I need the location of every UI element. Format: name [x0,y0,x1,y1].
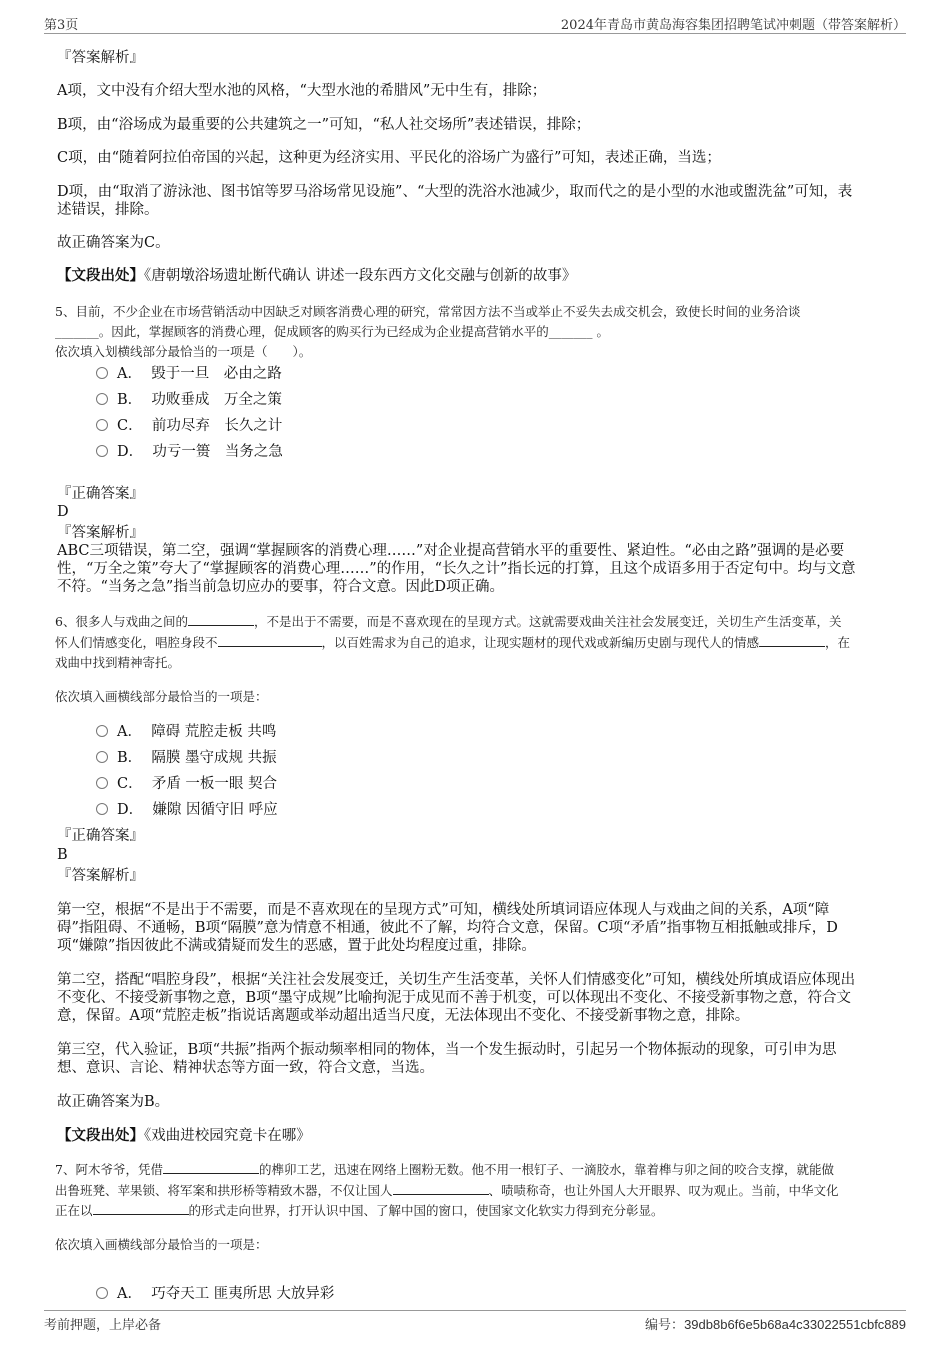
q7-stem-line: 出鲁班凳、苹果锁、将军案和拱形桥等精致木器，不仅让国人 、啧啧称奇，也让外国人大开眼界、叹为观止。当前，中华文化 [55,1183,839,1198]
prev-analysis-line: D项，由“取消了游泳池、图书馆等罗马浴场常见设施”、“大型的洗浴水池减少，取而代之的是小型的水池或盥洗盆”可知，表 [57,184,853,200]
option-text: 巧夺天工 匪夷所思 大放异彩 [151,1286,335,1302]
footer-divider [44,1310,906,1311]
option-text: 障碍 荒腔走板 共鸣 [151,724,277,740]
q5-stem-line: _______。因此，掌握顾客的消费心理，促成顾客的购买行为已经成为企业提高营销水平的_______ 。 [55,324,609,339]
q7-stem-line: 正在以 的形式走向世界，打开认识中国、了解中国的窗口，使国家文化软实力得到充分彰显。 [55,1203,664,1218]
option-key: A． [117,1286,142,1302]
document-title: 2024年青岛市黄岛海容集团招聘笔试冲刺题（带答案解析） [560,18,906,33]
footer-slogan: 考前押题，上岸必备 [44,1318,162,1333]
q6-prompt: 依次填入画横线部分最恰当的一项是： [55,689,268,704]
q5-answer-label: 『正确答案』 [57,486,144,502]
q6-stem-line: 戏曲中找到精神寄托。 [55,655,181,670]
option-key: D． [117,444,144,460]
q5-option-c[interactable] [96,417,282,435]
q6-analysis-line: 第一空，根据“不是出于不需要，而是不喜欢现在的呈现方式”可知，横线处所填词语应体现人与戏曲之间的关系，A项“障 [57,902,830,918]
option-text: 毁于一旦 必由之路 [151,366,282,382]
option-text: 功亏一篑 当务之急 [152,444,283,460]
source-label: 【文段出处】 [57,267,144,284]
prev-conclusion: 故正确答案为C。 [57,235,170,251]
option-text: 矛盾 一板一眼 契合 [151,776,278,792]
option-key: A． [117,366,142,382]
prev-analysis-line: A项，文中没有介绍大型水池的风格，“大型水池的希腊风”无中生有，排除； [57,83,547,99]
answer-blank [218,634,322,647]
code-value: 39db8b6f6e5b68a4c33022551cbfc889 [684,1317,906,1332]
q5-answer: D [57,504,69,520]
radio-icon[interactable] [96,445,108,457]
answer-blank [393,1182,489,1195]
footer-code [645,1314,906,1333]
radio-icon[interactable] [96,419,108,431]
answer-blank [188,613,254,626]
answer-blank [163,1161,259,1174]
q6-analysis-line: 第三空，代入验证，B项“共振”指两个振动频率相同的物体，当一个发生振动时，引起另一个物体振动的现象，可引申为思 [57,1042,837,1058]
q6-stem-line: 6、很多人与戏曲之间的 ，不是出于不需要，而是不喜欢现在的呈现方式。这就需要戏曲关注社会发展变迁，关切生产生活变革，关 [55,614,842,629]
q7-option-a[interactable] [96,1285,334,1303]
q6-option-d[interactable] [96,801,278,819]
source-text: 《唐朝墩浴场遗址断代确认 讲述一段东西方文化交融与创新的故事》 [144,268,577,284]
q6-analysis-line: 碍”指阻碍、不通畅，B项“隔膜”意为情意不相通，彼此不了解，均符合文意，保留。C项“矛盾”指事物互相抵触或排斥，D [57,920,838,936]
prev-analysis-line: B项，由“浴场成为最重要的公共建筑之一”可知，“私人社交场所”表述错误，排除； [57,117,591,133]
q6-source [57,1127,311,1145]
option-key: D． [117,802,144,818]
q5-option-d[interactable] [96,443,283,461]
radio-icon[interactable] [96,393,108,405]
radio-icon[interactable] [96,751,108,763]
q6-stem-line: 怀人们情感变化，唱腔身段不 ，以百姓需求为自己的追求，让现实题材的现代戏或新编历史剧与现代人的情感 ，在 [55,635,851,650]
q5-option-b[interactable] [96,391,282,409]
radio-icon[interactable] [96,367,108,379]
q6-analysis-line: 意，保留。A项“荒腔走板”指说话离题或举动超出适当尺度，无法体现出不变化、不接受新事物之意，排除。 [57,1008,750,1024]
prev-source [57,267,576,285]
source-label: 【文段出处】 [57,1127,144,1144]
option-key: B． [117,750,143,766]
answer-blank [759,634,825,647]
q6-analysis-line: 项“嫌隙”指因彼此不满或猜疑而发生的恶感，置于此处均程度过重，排除。 [57,938,536,954]
q5-stem-line: 5、目前，不少企业在市场营销活动中因缺乏对顾客消费心理的研究，常常因方法不当或举止不妥失去成交机会，致使长时间的业务洽谈 [55,304,801,319]
option-text: 前功尽弃 长久之计 [151,418,283,434]
q6-answer: B [57,847,68,863]
q6-analysis-line: 第二空，搭配“唱腔身段”，根据“关注社会发展变迁，关切生产生活变革，关怀人们情感变化”可知，横线处所填成语应体现出 [57,972,856,988]
q7-prompt: 依次填入画横线部分最恰当的一项是： [55,1237,268,1252]
option-text: 功败垂成 万全之策 [151,392,282,408]
prev-analysis-line: 述错误，排除。 [57,202,159,218]
source-text: 《戏曲进校园究竟卡在哪》 [144,1128,311,1144]
prev-analysis-label: 『答案解析』 [57,50,144,66]
option-key: C． [117,418,143,434]
option-key: C． [117,776,143,792]
option-text: 嫌隙 因循守旧 呼应 [152,802,278,818]
q6-option-c[interactable] [96,775,277,793]
code-label: 编号： [645,1318,685,1333]
q6-answer-label: 『正确答案』 [57,828,144,844]
radio-icon[interactable] [96,725,108,737]
radio-icon[interactable] [96,777,108,789]
header-divider [44,33,906,34]
option-key: A． [117,724,142,740]
option-key: B． [117,392,143,408]
q5-prompt: 依次填入划横线部分最恰当的一项是（ ）。 [55,344,312,359]
q6-option-b[interactable] [96,749,277,767]
q5-analysis-line: 不符。“当务之急”指当前急切应办的要事，符合文意。因此D项正确。 [57,579,504,595]
q6-conclusion: 故正确答案为B。 [57,1094,170,1110]
q5-analysis-line: 性，“万全之策”夸大了“掌握顾客的消费心理……”的作用，“长久之计”指长远的打算，且这个成语多用于否定句中。均与文意 [57,561,856,577]
q7-stem-line: 7、阿木爷爷，凭借 的榫卯工艺，迅速在网络上圈粉无数。他不用一根钉子、一滴胶水，靠着榫与卯之间的咬合支撑，就能做 [55,1162,834,1177]
q6-analysis-line: 想、意识、言论、精神状态等方面一致，符合文意，当选。 [57,1060,434,1076]
q6-option-a[interactable] [96,723,276,741]
q5-option-a[interactable] [96,365,282,383]
radio-icon[interactable] [96,1287,108,1299]
option-text: 隔膜 墨守成规 共振 [151,750,277,766]
q6-analysis-line: 不变化、不接受新事物之意，B项“墨守成规”比喻拘泥于成见而不善于机变，可以体现出不变化、不接受新事物之意，符合文 [57,990,851,1006]
page-number: 第3页 [44,18,79,33]
q5-analysis-line: ABC三项错误，第二空，强调“掌握顾客的消费心理……”对企业提高营销水平的重要性、紧迫性。“必由之路”强调的是必要 [57,543,845,559]
q5-analysis-label: 『答案解析』 [57,525,144,541]
q6-analysis-label: 『答案解析』 [57,868,144,884]
radio-icon[interactable] [96,803,108,815]
prev-analysis-line: C项，由“随着阿拉伯帝国的兴起，这种更为经济实用、平民化的浴场广为盛行”可知，表述正确，当选； [57,150,721,166]
answer-blank [93,1202,189,1215]
